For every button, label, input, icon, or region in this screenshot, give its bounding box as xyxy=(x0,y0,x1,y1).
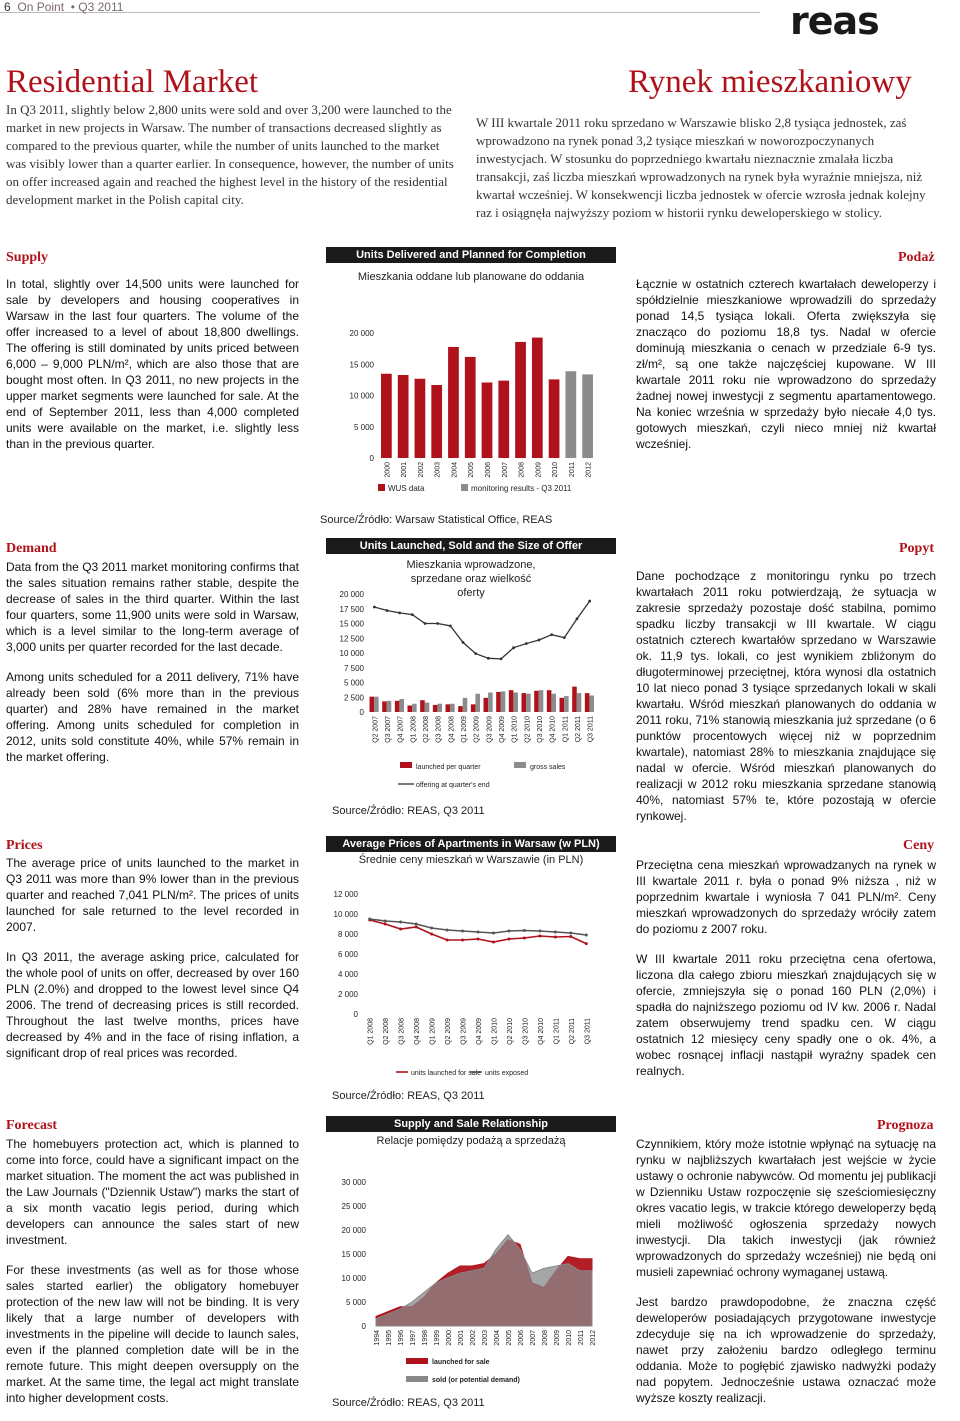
chart4-ytick-label: 10 000 xyxy=(341,1274,366,1283)
chart2-xtick-label: Q2 2011 xyxy=(575,716,582,743)
chart1-bar xyxy=(549,379,560,458)
chart3-point xyxy=(477,938,480,941)
forecast-pl-p2: Jest bardzo prawdopodobne, że znaczna część deweloperów posiadających przygotowane inwestycje zdecyduje się na ich wprowadzenie do sprzedaży, nawet przy założeniu bardzo odległego terminu oddania. Może to pogłębić zjawisko nadwyżki podaży nad popytem. Jednocześnie ustawa oznaczać może wyższe koszty realizacji. xyxy=(636,1295,936,1405)
chart3-point xyxy=(523,929,526,932)
chart2-point xyxy=(538,639,541,642)
chart2-xtick-label: Q3 2010 xyxy=(537,716,544,743)
chart3-xtick-label: Q3 2008 xyxy=(398,1018,406,1045)
chart2-ytick-label: 12 500 xyxy=(339,634,364,644)
chart4-plot xyxy=(326,1114,616,1414)
chart3-xtick-label: Q1 2009 xyxy=(429,1018,437,1045)
chart2-bar xyxy=(370,697,375,712)
chart4-legend-label: launched for sale xyxy=(432,1359,490,1366)
chart2-bar xyxy=(458,706,463,712)
publication-name: On Point xyxy=(17,0,65,14)
chart3-point xyxy=(492,932,495,935)
chart3-point xyxy=(523,937,526,940)
chart2-point xyxy=(462,641,465,644)
chart3-point xyxy=(507,938,510,941)
chart2-bar xyxy=(522,693,527,712)
chart3-point xyxy=(554,936,557,939)
chart2-bar xyxy=(374,697,379,712)
chart3-subtitle: Średnie ceny mieszkań w Warszawie (in PLN) xyxy=(358,854,584,866)
chart3-point xyxy=(569,932,572,935)
chart2-bar xyxy=(496,692,501,712)
chart2-line xyxy=(374,601,589,659)
chart1-ytick-label: 20 000 xyxy=(349,329,374,339)
chart2-xtick-label: Q3 2011 xyxy=(587,716,595,743)
chart1-xtick-label: 2002 xyxy=(417,462,425,478)
chart2-xtick-label: Q2 2009 xyxy=(473,716,481,743)
supply-heading-pl: Podaż xyxy=(898,250,935,265)
page-number: 6 xyxy=(4,0,11,14)
chart1-subtitle: Mieszkania oddane lub planowane do oddania xyxy=(357,271,585,283)
chart4-area xyxy=(376,1235,592,1326)
chart2-bar xyxy=(547,690,552,712)
chart3-xtick-label: Q3 2011 xyxy=(584,1018,592,1045)
chart1-bar xyxy=(515,342,526,458)
chart3-xtick-label: Q4 2008 xyxy=(414,1018,422,1045)
demand-en-p1: Data from the Q3 2011 market monitoring confirms that the sales situation remains rather stable, despite the decrease of sales in the third quarter. Within the last four quarters, some 11,900 units were sold in Warsaw, which is a level similar to the long-term average of 3,000 units per quarter recorded for the last decade. xyxy=(6,560,299,654)
chart3-ytick-label: 0 xyxy=(353,1010,358,1019)
chart2-point xyxy=(449,624,452,627)
chart-supply-sale xyxy=(326,1114,616,1414)
chart1-bar xyxy=(448,347,459,458)
chart4-xtick-label: 1996 xyxy=(398,1330,405,1346)
chart2-legend-label: launched per quarter xyxy=(416,764,481,771)
chart1-ytick-label: 15 000 xyxy=(349,360,374,370)
chart2-bar xyxy=(484,698,489,712)
chart2-legend-label: gross sales xyxy=(530,764,566,771)
chart2-bar xyxy=(420,700,425,712)
chart3-point xyxy=(446,929,449,932)
title-en: Residential Market xyxy=(6,64,259,100)
chart2-point xyxy=(588,600,591,603)
prices-heading-pl: Ceny xyxy=(903,838,935,853)
chart2-bar xyxy=(412,704,417,712)
chart3-point xyxy=(585,942,588,945)
chart3-xtick-label: Q1 2008 xyxy=(367,1018,375,1045)
chart3-ytick-label: 12 000 xyxy=(333,890,358,899)
forecast-heading-en: Forecast xyxy=(6,1118,58,1133)
chart3-xtick-label: Q4 2010 xyxy=(537,1018,545,1045)
chart1-xtick-label: 2011 xyxy=(568,462,576,478)
chart4-ytick-label: 0 xyxy=(361,1322,366,1331)
chart3-point xyxy=(538,935,541,938)
chart3-title: Average Prices of Apartments in Warsaw (w PLN) xyxy=(326,836,616,852)
chart1-bar xyxy=(381,374,392,458)
chart3-point xyxy=(384,923,387,926)
chart4-xtick-label: 2003 xyxy=(482,1330,489,1346)
chart2-point xyxy=(474,652,477,655)
chart3-ytick-label: 2 000 xyxy=(337,990,358,999)
chart2-ytick-label: 17 500 xyxy=(339,604,364,614)
chart2-xtick-label: Q4 2010 xyxy=(549,716,557,743)
chart2-bar xyxy=(437,704,442,712)
title-pl: Rynek mieszkaniowy xyxy=(628,64,912,100)
chart1-ytick-label: 10 000 xyxy=(349,391,374,401)
forecast-en-p1: The homebuyers protection act, which is planned to come into force, could have a significant impact on the market situation. The moment the act was published in the Law Journals ("Dziennik Ustaw") marks the start of a six month vacatio legis period, during which developers can announce the sales start of new investment. xyxy=(6,1137,299,1247)
chart4-xtick-label: 1994 xyxy=(374,1330,381,1346)
chart4-ytick-label: 5 000 xyxy=(345,1298,366,1307)
reas-logo: reas xyxy=(790,0,879,43)
chart2-point xyxy=(500,658,503,661)
chart4-legend-label: sold (or potential demand) xyxy=(432,1377,520,1384)
chart3-point xyxy=(507,930,510,933)
prices-text-en xyxy=(6,855,299,1075)
chart1-legend-swatch xyxy=(461,484,468,491)
chart3-point xyxy=(477,931,480,934)
chart2-bar xyxy=(488,693,493,712)
chart3-point xyxy=(384,920,387,923)
chart3-xtick-label: Q2 2008 xyxy=(383,1018,391,1045)
chart2-bar xyxy=(589,695,594,712)
demand-text-en xyxy=(6,559,299,779)
chart1-xtick-label: 2004 xyxy=(451,462,459,478)
chart4-xtick-label: 2001 xyxy=(458,1330,465,1346)
chart2-xtick-label: Q2 2007 xyxy=(372,716,380,743)
supply-pl-p1: Łącznie w ostatnich czterech kwartałach deweloperzy i spółdzielnie mieszkaniowe wprowadzili do sprzedaży ponad 14,5 tysiąca lokali. Oferta zwiększyła się znacząco do poziomu 18,8 tys. Nadal w ofercie dominują mieszkania o cenach w przedziale 6-9 tys. zł/m², są one także najczęściej kupowane. W III kwartale 2011 roku nie wprowadzono do sprzedaży żadnej nowej inwestycji z segmentu apartamentowego. Na koniec września w sprzedaży było niecałe 4,0 tys. gotowych mieszkań, czyli nieco mniej niż kwartał wcześniej. xyxy=(636,277,936,451)
chart2-subtitle: Mieszkania wprowadzone, sprzedane oraz wielkość oferty xyxy=(406,559,536,599)
chart2-bar xyxy=(387,701,392,712)
chart1-bar xyxy=(398,375,409,458)
chart3-xtick-label: Q2 2009 xyxy=(445,1018,453,1045)
chart2-xtick-label: Q3 2009 xyxy=(486,716,494,743)
chart2-point xyxy=(576,617,579,620)
chart1-bar xyxy=(482,382,493,458)
chart4-title: Supply and Sale Relationship xyxy=(326,1116,616,1132)
chart1-plot xyxy=(326,244,616,526)
chart3-point xyxy=(492,941,495,944)
chart2-point xyxy=(550,633,553,636)
demand-heading-pl: Popyt xyxy=(899,541,934,556)
chart3-point xyxy=(430,933,433,936)
chart3-xtick-label: Q2 2011 xyxy=(568,1018,576,1045)
chart4-subtitle: Relacje pomiędzy podażą a sprzedażą xyxy=(376,1135,566,1147)
chart4-ytick-label: 25 000 xyxy=(341,1202,366,1211)
chart2-bar xyxy=(399,699,404,712)
chart2-ytick-label: 10 000 xyxy=(339,649,364,658)
chart1-ytick-label: 5 000 xyxy=(353,422,374,432)
chart1-bar xyxy=(532,338,543,458)
chart2-point xyxy=(512,646,515,649)
chart3-source: Source/Źródło: REAS, Q3 2011 xyxy=(332,1090,485,1102)
chart1-ytick-label: 0 xyxy=(369,454,374,463)
chart3-legend-label: units exposed xyxy=(485,1070,529,1077)
chart1-bar xyxy=(431,385,442,458)
chart1-legend-label: monitoring results - Q3 2011 xyxy=(471,484,572,493)
chart2-xtick-label: Q4 2007 xyxy=(397,716,405,743)
chart2-bar xyxy=(509,690,514,712)
chart2-point xyxy=(436,622,439,625)
prices-heading-en: Prices xyxy=(6,838,43,853)
chart2-xtick-label: Q3 2007 xyxy=(385,716,392,743)
chart4-xtick-label: 2011 xyxy=(578,1330,585,1346)
chart1-xtick-label: 2006 xyxy=(485,462,492,478)
chart4-ytick-label: 20 000 xyxy=(341,1226,366,1235)
chart4-xtick-label: 2006 xyxy=(518,1330,525,1346)
chart2-ytick-label: 15 000 xyxy=(339,619,364,629)
chart1-xtick-label: 2007 xyxy=(501,462,509,478)
chart3-point xyxy=(415,923,418,926)
chart1-bar xyxy=(498,381,509,458)
chart1-xtick-label: 2001 xyxy=(401,462,409,478)
chart2-bar xyxy=(408,706,413,712)
chart2-ytick-label: 0 xyxy=(359,708,364,717)
chart2-xtick-label: Q1 2010 xyxy=(511,716,519,743)
chart2-bar xyxy=(534,691,539,712)
chart2-bar xyxy=(551,694,556,712)
chart4-xtick-label: 2012 xyxy=(590,1330,597,1346)
chart2-bar xyxy=(513,693,518,712)
chart2-bar xyxy=(539,690,544,712)
chart2-bar xyxy=(382,701,387,712)
chart3-point xyxy=(585,934,588,937)
supply-text-en xyxy=(6,276,299,466)
chart3-point xyxy=(399,928,402,931)
chart4-xtick-label: 2010 xyxy=(566,1330,573,1346)
prices-en-p2: In Q3 2011, the average asking price, calculated for the whole pool of units on offer, decreased by over 160 PLN (2.0%) and dropped to the lowest level since Q4 2006. The trend of decreasing prices is still recorded. Throughout the last twelve months, prices have decreased by 4% and in the face of rising inflation, a significant drop of real prices was recorded. xyxy=(6,950,299,1060)
chart2-bar xyxy=(585,693,590,712)
supply-en-p1: In total, slightly over 14,500 units were launched for sale by developers and housing cooperatives in Warsaw in the last four quarters. The volume of the offer increased to a level of about 18,800 dwellings. The offering is still dominated by units priced between 6,000 – 9,000 PLN/m², which are also those that are bought most often. In Q3 2011, no new projects in the upper market segments were launched for sale. At the end of September 2011, less than 4,000 completed units were available on the market, i.e. slightly less than in the previous quarter. xyxy=(6,277,299,451)
chart2-xtick-label: Q1 2008 xyxy=(410,716,418,743)
chart2-plot xyxy=(326,536,616,820)
chart4-xtick-label: 2007 xyxy=(530,1330,537,1346)
chart2-xtick-label: Q4 2009 xyxy=(499,716,506,743)
prices-pl-p2: W III kwartale 2011 roku przeciętna cena ofertowa, liczona dla całego zbioru mieszkań znajdujących się w ofercie, zmniejszyła się o ponad 160 PLN (2,0%) i spadła do najniższego poziomu od IV kw. 2006 r. Nadal zatem obserwujemy trend spadku cen. W ciągu ostatnich 12 miesięcy ceny spadły one o ok. 4%, a wobec rosnącej inflacji nastąpił wyraźny spadek cen realnych. xyxy=(636,952,936,1078)
demand-text-pl xyxy=(636,568,936,838)
chart3-xtick-label: Q2 2010 xyxy=(506,1018,514,1045)
chart1-bar xyxy=(565,371,576,458)
chart2-xtick-label: Q2 2010 xyxy=(524,716,532,743)
chart2-bar xyxy=(577,693,582,712)
chart2-legend-swatch xyxy=(400,762,412,768)
chart3-ytick-label: 6 000 xyxy=(337,950,358,959)
chart4-legend-swatch xyxy=(406,1376,428,1382)
chart2-source: Source/Źródło: REAS, Q3 2011 xyxy=(332,805,485,817)
chart3-plot xyxy=(326,834,616,1110)
chart2-point xyxy=(373,606,376,609)
demand-heading-en: Demand xyxy=(6,541,57,556)
chart4-xtick-label: 2008 xyxy=(542,1330,549,1346)
chart4-xtick-label: 2000 xyxy=(446,1330,453,1346)
chart4-xtick-label: 1999 xyxy=(434,1330,441,1346)
forecast-heading-pl: Prognoza xyxy=(877,1118,934,1133)
chart3-xtick-label: Q3 2010 xyxy=(522,1018,530,1045)
chart2-point xyxy=(525,642,528,645)
chart1-xtick-label: 2008 xyxy=(518,462,526,478)
chart-units-launched-sold xyxy=(326,536,616,820)
forecast-en-p2: For these investments (as well as for those whose sales started earlier) the obligatory homebuyer protection of the new law will not be binding. It is very likely that a large number of developers with investments in the pipeline will decide to launch sales, even if the planned completion date will be in the remote future. This might deepen oversupply on the market. At the same time, the legal act might translate into higher development costs. xyxy=(6,1263,299,1405)
chart1-title: Units Delivered and Planned for Completion xyxy=(326,247,616,263)
chart4-xtick-label: 1997 xyxy=(410,1330,417,1346)
chart2-title: Units Launched, Sold and the Size of Offer xyxy=(326,538,616,554)
chart3-point xyxy=(368,918,371,921)
chart2-bar xyxy=(501,691,506,712)
chart1-legend-swatch xyxy=(378,484,385,491)
chart2-bar xyxy=(433,705,438,712)
chart2-xtick-label: Q4 2008 xyxy=(448,716,456,743)
page-label: 6 On Point • Q3 2011 xyxy=(4,0,124,14)
chart1-bar xyxy=(415,379,426,458)
chart2-ytick-label: 20 000 xyxy=(339,590,364,599)
chart4-legend-swatch xyxy=(406,1358,428,1364)
chart2-bar xyxy=(471,704,476,712)
chart1-xtick-label: 2009 xyxy=(535,462,543,478)
chart2-bar xyxy=(425,703,430,712)
chart3-xtick-label: Q4 2009 xyxy=(476,1018,483,1045)
chart1-xtick-label: 2003 xyxy=(434,462,442,478)
supply-text-pl xyxy=(636,276,936,466)
chart2-bar xyxy=(526,694,531,712)
chart2-bar xyxy=(475,694,480,712)
forecast-pl-p1: Czynnikiem, który może istotnie wpłynąć na sytuację na rynku w najbliższych kwartałach jest wejście w życie ustawy o ochronie nabywców. Od momentu jej publikacji w Dzienniku Ustaw rozpoczęnie się sześciomiesięczny okres vacatio legis, w trakcie którego deweloperzy będą mieli możliwość ogłoszenia sprzedaży nowych inwestycji. Dla takich inwestycji (jak również wprowadzonych do sprzedaży wcześniej) nie będą oni musieli zapewniać ochrony wymaganej ustawą. xyxy=(636,1137,936,1279)
chart2-point xyxy=(398,611,401,614)
chart2-bar xyxy=(572,687,577,712)
chart1-xtick-label: 2012 xyxy=(585,462,593,478)
chart3-point xyxy=(430,927,433,930)
chart1-bar xyxy=(465,357,476,458)
chart3-point xyxy=(569,935,572,938)
chart3-ytick-label: 4 000 xyxy=(337,970,358,979)
chart2-point xyxy=(386,609,389,612)
chart3-legend-label: units launched for sale xyxy=(411,1070,482,1077)
chart2-point xyxy=(563,636,566,639)
chart4-xtick-label: 1995 xyxy=(386,1330,393,1346)
chart3-point xyxy=(461,930,464,933)
chart2-xtick-label: Q1 2009 xyxy=(461,716,468,743)
chart2-bar xyxy=(564,696,569,712)
intro-pl: W III kwartale 2011 roku sprzedano w Warszawie blisko 2,8 tysiąca jednostek, zaś wprowadzono na rynek ponad 3,2 tysiące mieszkań w noworozpoczynanych inwestycjach. W stosunku do poprzedniego kwartału nieznacznie zmalała liczba transakcji, zaś liczba mieszkań wprowadzonych na rynek była wyraźnie mniejsza, niż kwartał wcześniej. W konsekwencji liczba jednostek w ofercie wzrosła jednak kolejny raz i osiągnęła najwyższy poziom w historii rynku deweloperskiego w stolicy. xyxy=(476,115,926,220)
demand-en-p2: Among units scheduled for a 2011 delivery, 71% have already been sold (6% more than in the previous quarter) and 28% have remained in the market offering. Among units scheduled for completion in 2012, units sold constitute 40%, while 57% remain in the market offering. xyxy=(6,670,299,764)
chart4-source: Source/Źródło: REAS, Q3 2011 xyxy=(332,1397,485,1409)
chart2-xtick-label: Q2 2008 xyxy=(423,716,430,743)
forecast-text-pl xyxy=(636,1136,936,1420)
chart-units-delivered xyxy=(320,244,616,526)
chart2-bar xyxy=(560,698,565,712)
demand-pl-p1: Dane pochodzące z monitoringu rynku po trzech kwartałach 2011 roku potwierdzają, że sytuacja w zakresie sprzedaży pozostaje dość stabilna, pomimo spadku liczby transakcji w III kwartale. W ciągu ostatnich czterech kwartałów sprzedano w Warszawie ok. 11,9 tys. lokali, co jest wynikiem zbliżonym do długoterminowej przeciętnej, która wynosi dla ostatnich 10 lat nieco ponad 3 tysiące sprzedanych lokali w skali kwartału. Wśród mieszkań planowanych do oddania w 2011 roku, 71% stanowią mieszkania już sprzedane (o 6 punktów procentowych więcej niż w poprzednim kwartale), natomiast 28% to mieszkania znajdujące się nadal w ofercie. Wśród mieszkań planowanych do realizacji w 2012 roku mieszkania sprzedane stanowią 40%, natomiast 57% te, które pozostają w ofercie rynkowej. xyxy=(636,569,936,823)
chart2-point xyxy=(487,657,490,660)
chart2-xtick-label: Q1 2011 xyxy=(562,716,570,743)
chart2-bar xyxy=(463,698,468,712)
chart3-point xyxy=(399,921,402,924)
chart2-point xyxy=(411,613,414,616)
chart3-ytick-label: 10 000 xyxy=(333,910,358,919)
prices-pl-p1: Przeciętna cena mieszkań wprowadzanych na rynek w III kwartale 2011 r. była o ponad 9% niższa , niż w poprzednim kwartale i wyniosła 7 041 PLN/m². Ceny mieszkań wprowadzonych do sprzedaży wróciły zatem do poziomu z 2007 roku. xyxy=(636,858,936,936)
chart1-bar xyxy=(582,374,593,458)
chart2-xtick-label: Q3 2008 xyxy=(435,716,443,743)
chart3-xtick-label: Q1 2010 xyxy=(491,1018,499,1045)
chart2-point xyxy=(424,622,427,625)
chart4-xtick-label: 1998 xyxy=(422,1330,429,1346)
prices-text-pl xyxy=(636,857,936,1093)
page-header xyxy=(0,0,960,42)
chart2-bar xyxy=(395,701,400,712)
chart1-source: Source/Źródło: Warsaw Statistical Office, REAS xyxy=(320,514,553,526)
chart2-legend-swatch xyxy=(514,762,526,768)
chart4-xtick-label: 2004 xyxy=(494,1330,501,1346)
chart1-xtick-label: 2010 xyxy=(552,462,560,478)
chart3-point xyxy=(538,930,541,933)
chart2-ytick-label: 7 500 xyxy=(343,663,364,673)
chart3-point xyxy=(415,926,418,929)
chart2-ytick-label: 2 500 xyxy=(343,693,364,703)
chart1-legend-label: WUS data xyxy=(388,484,425,493)
chart1-xtick-label: 2005 xyxy=(468,462,476,478)
chart3-xtick-label: Q1 2011 xyxy=(553,1018,561,1045)
chart4-xtick-label: 2009 xyxy=(554,1330,561,1346)
chart3-point xyxy=(461,939,464,942)
publication-period: Q3 2011 xyxy=(78,0,124,14)
chart2-ytick-label: 5 000 xyxy=(343,678,364,688)
chart4-ytick-label: 30 000 xyxy=(341,1178,366,1187)
chart3-point xyxy=(554,931,557,934)
chart1-xtick-label: 2000 xyxy=(384,462,392,478)
supply-heading-en: Supply xyxy=(6,250,49,265)
chart3-ytick-label: 8 000 xyxy=(337,930,358,939)
chart2-bar xyxy=(450,704,455,712)
prices-en-p1: The average price of units launched to the market in Q3 2011 was more than 9% lower than in the previous quarter and reached 7,041 PLN/m². The prices of units launched for sale returned to the level recorded in 2007. xyxy=(6,856,299,934)
forecast-text-en xyxy=(6,1136,299,1420)
chart2-legend-label: offering at quarter's end xyxy=(416,782,490,789)
chart4-ytick-label: 15 000 xyxy=(341,1250,366,1259)
chart4-xtick-label: 2002 xyxy=(470,1330,477,1346)
chart3-xtick-label: Q3 2009 xyxy=(460,1018,468,1045)
chart-average-prices xyxy=(326,834,616,1110)
chart3-point xyxy=(446,939,449,942)
chart2-bar xyxy=(446,704,451,712)
intro-en: In Q3 2011, slightly below 2,800 units were sold and over 3,200 were launched to the market in new projects in Warsaw. The number of transactions decreased slightly as compared to the previous quarter, while the number of units launched to the market was visibly lower than a quarter earlier. In consequence, however, the number of units on offer increased again and reached the highest level in the history of the residential development market in the Polish capital city. xyxy=(6,102,454,207)
chart4-xtick-label: 2005 xyxy=(506,1330,513,1346)
